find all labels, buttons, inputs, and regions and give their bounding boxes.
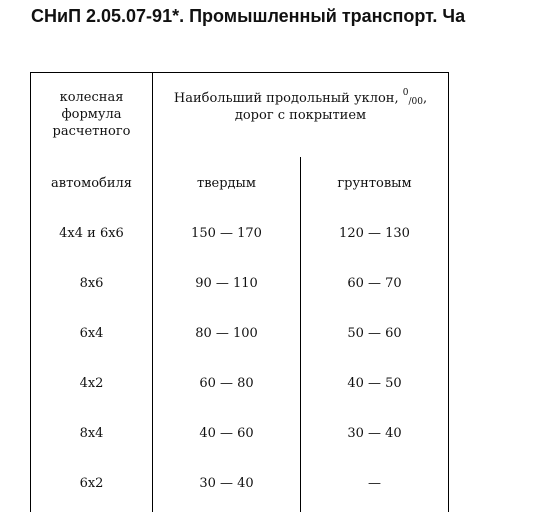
column-divider-1 [152, 72, 153, 512]
table-row [30, 375, 449, 392]
cell-soil: 40 — 50 [347, 376, 402, 391]
table-row [30, 475, 449, 492]
table-row [30, 275, 449, 292]
cell-hard: 90 — 110 [195, 276, 258, 291]
header-wheel-formula [31, 89, 152, 140]
header-automobile: автомобиля [51, 176, 132, 191]
header-max-slope-suffix: , [422, 91, 428, 106]
cell-soil: 60 — 70 [347, 276, 402, 291]
header-max-slope-prefix: Наибольший продольный уклон, [173, 91, 403, 106]
header-wheel-formula-line: формула [61, 107, 122, 122]
cell-soil: 120 — 130 [339, 226, 410, 241]
cell-formula: 4х2 [79, 376, 104, 391]
cell-soil: 30 — 40 [347, 426, 402, 441]
table-top-border [30, 72, 449, 73]
header-max-slope-line1 [153, 90, 448, 107]
header-max-slope-line2: дорог с покрытием [234, 108, 367, 123]
table-row [30, 425, 449, 442]
header-wheel-formula-line: расчетного [52, 124, 131, 139]
header-max-slope [153, 90, 448, 124]
table-row [30, 325, 449, 342]
cell-hard: 40 — 60 [199, 426, 254, 441]
header-hard-surface: твердым [197, 176, 256, 191]
cell-formula: 8х4 [79, 426, 104, 441]
cell-formula: 8х6 [79, 276, 104, 291]
cell-hard: 60 — 80 [199, 376, 254, 391]
cell-formula: 4х4 и 6х6 [59, 226, 124, 241]
permille-sup: 0 [402, 88, 409, 98]
slope-table [30, 72, 449, 512]
cell-soil: — [368, 476, 381, 491]
cell-formula: 6х2 [79, 476, 104, 491]
header-wheel-formula-line: колесная [59, 90, 124, 105]
table-right-border [448, 72, 449, 512]
cell-soil: 50 — 60 [347, 326, 402, 341]
permille-sub: /00 [408, 97, 423, 107]
cell-hard: 80 — 100 [195, 326, 258, 341]
table-row [30, 225, 449, 242]
cell-hard: 30 — 40 [199, 476, 254, 491]
cell-formula: 6х4 [79, 326, 104, 341]
document-title: СНиП 2.05.07-91*. Промышленный транспорт. Ча [31, 6, 466, 26]
cell-hard: 150 — 170 [191, 226, 262, 241]
header-soil-surface: грунтовым [337, 176, 412, 191]
